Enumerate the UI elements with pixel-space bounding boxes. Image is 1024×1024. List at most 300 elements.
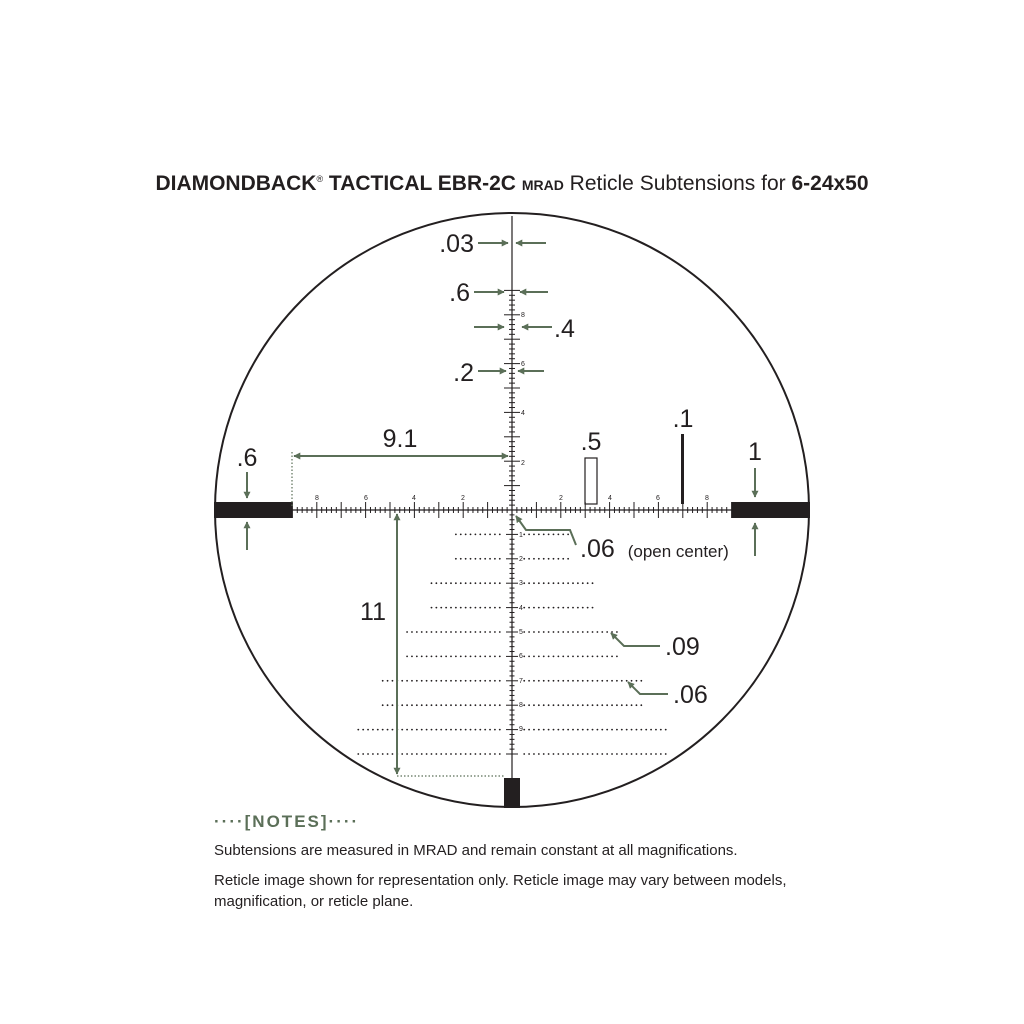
holdover-dot-row-7-right-21 xyxy=(621,680,623,682)
holdover-dot-row-7-left-9 xyxy=(460,680,462,682)
holdover-dot-row-3-left-13 xyxy=(440,582,442,584)
holdover-dot-row-7-right-14 xyxy=(587,680,589,682)
holdover-dot-row-3-right-1 xyxy=(523,582,525,584)
holdover-dot-row-10-left-13 xyxy=(440,753,442,755)
holdover-dot-row-9-left-27 xyxy=(372,729,374,731)
title-desc: Reticle Subtensions for xyxy=(569,172,786,195)
holdover-dot-row-4-left-13 xyxy=(440,607,442,609)
holdover-dot-row-6-right-6 xyxy=(548,656,550,658)
holdover-dot-row-6-left-1 xyxy=(499,656,501,658)
holdover-dot-row-4-right-15 xyxy=(592,607,594,609)
holdover-dot-row-10-right-16 xyxy=(597,753,599,755)
holdover-dot-row-8-left-10 xyxy=(455,704,457,706)
holdover-dot-row-6-right-19 xyxy=(611,656,613,658)
v-label-up-4: 4 xyxy=(521,410,525,417)
holdover-dot-row-5-right-5 xyxy=(543,631,545,633)
holdover-dot-row-9-right-19 xyxy=(611,729,613,731)
holdover-dot-row-2-right-4 xyxy=(538,558,540,560)
title-model: TACTICAL EBR-2C xyxy=(328,172,516,195)
holdover-dot-row-5-right-14 xyxy=(587,631,589,633)
holdover-dot-row-4-right-7 xyxy=(553,607,555,609)
holdover-dot-row-7-right-13 xyxy=(582,680,584,682)
holdover-dot-row-5-right-2 xyxy=(528,631,530,633)
left-post xyxy=(214,502,292,518)
holdover-dot-row-4-left-5 xyxy=(479,607,481,609)
holdover-dot-row-6-right-13 xyxy=(582,656,584,658)
holdover-dot-row-3-right-13 xyxy=(582,582,584,584)
holdover-dot-row-7-left-6 xyxy=(475,680,477,682)
holdover-dot-row-3-right-14 xyxy=(587,582,589,584)
right-post xyxy=(732,502,810,518)
holdover-dot-row-10-left-1 xyxy=(499,753,501,755)
holdover-dot-row-5-right-17 xyxy=(601,631,603,633)
holdover-dot-row-8-left-18 xyxy=(416,704,418,706)
holdover-dot-row-10-left-21 xyxy=(401,753,403,755)
holdover-dot-row-9-left-30 xyxy=(357,729,359,731)
holdover-dot-row-9-left-9 xyxy=(460,729,462,731)
holdover-dot-row-1-right-9 xyxy=(562,534,564,536)
holdover-dot-row-9-right-25 xyxy=(640,729,642,731)
holdover-dot-row-8-right-15 xyxy=(592,704,594,706)
holdover-dot-row-8-left-20 xyxy=(406,704,408,706)
holdover-dot-row-10-left-24 xyxy=(387,753,389,755)
holdover-dot-row-3-left-2 xyxy=(494,582,496,584)
label-open-center-note: (open center) xyxy=(627,542,729,561)
holdover-dot-row-5-left-5 xyxy=(479,631,481,633)
v-label-up-2: 2 xyxy=(521,460,525,467)
holdover-dot-row-9-left-13 xyxy=(440,729,442,731)
holdover-dot-row-2-right-10 xyxy=(567,558,569,560)
holdover-dot-row-2-right-9 xyxy=(562,558,564,560)
holdover-dot-row-10-right-15 xyxy=(592,753,594,755)
holdover-dot-row-9-left-7 xyxy=(470,729,472,731)
holdover-dot-row-2-left-4 xyxy=(484,558,486,560)
holdover-dot-row-3-left-15 xyxy=(431,582,433,584)
holdover-dot-row-5-left-14 xyxy=(435,631,437,633)
holdover-dot-row-7-left-25 xyxy=(382,680,384,682)
holdover-dot-row-9-left-8 xyxy=(465,729,467,731)
holdover-dot-row-10-right-4 xyxy=(538,753,540,755)
holdover-dot-row-7-left-10 xyxy=(455,680,457,682)
holdover-dot-row-9-left-4 xyxy=(484,729,486,731)
holdover-dot-row-10-left-7 xyxy=(470,753,472,755)
holdover-dot-row-2-left-5 xyxy=(479,558,481,560)
holdover-dot-row-7-left-3 xyxy=(489,680,491,682)
label-open-center-value: .06 xyxy=(580,535,615,563)
holdover-dot-row-9-right-4 xyxy=(538,729,540,731)
holdover-dot-row-1-left-7 xyxy=(470,534,472,536)
holdover-dot-row-9-left-2 xyxy=(494,729,496,731)
holdover-dot-row-3-right-7 xyxy=(553,582,555,584)
holdover-dot-row-5-right-11 xyxy=(572,631,574,633)
holdover-dot-row-5-right-12 xyxy=(577,631,579,633)
holdover-dot-row-3-left-7 xyxy=(470,582,472,584)
holdover-dot-row-7-left-7 xyxy=(470,680,472,682)
holdover-dot-row-4-left-2 xyxy=(494,607,496,609)
holdover-dot-row-7-left-5 xyxy=(479,680,481,682)
holdover-dot-row-8-left-8 xyxy=(465,704,467,706)
label-horizontal-extent: 9.1 xyxy=(382,425,418,453)
holdover-dot-row-7-left-23 xyxy=(392,680,394,682)
holdover-dot-row-7-right-10 xyxy=(567,680,569,682)
holdover-dot-row-9-left-24 xyxy=(387,729,389,731)
holdover-dot-row-4-left-12 xyxy=(445,607,447,609)
holdover-dot-row-8-right-14 xyxy=(587,704,589,706)
holdover-dot-row-8-right-17 xyxy=(601,704,603,706)
holdover-dot-row-6-right-7 xyxy=(553,656,555,658)
holdover-dot-row-8-right-22 xyxy=(626,704,628,706)
holdover-dot-row-3-left-3 xyxy=(489,582,491,584)
holdover-dot-row-8-left-21 xyxy=(401,704,403,706)
holdover-dot-row-4-left-8 xyxy=(465,607,467,609)
holdover-dot-row-9-left-18 xyxy=(416,729,418,731)
holdover-dot-row-9-left-1 xyxy=(499,729,501,731)
holdover-dot-row-5-right-16 xyxy=(597,631,599,633)
holdover-dot-row-6-right-14 xyxy=(587,656,589,658)
holdover-dot-row-9-right-9 xyxy=(562,729,564,731)
holdover-dot-row-5-left-15 xyxy=(431,631,433,633)
holdover-dot-row-9-right-16 xyxy=(597,729,599,731)
holdover-dot-row-5-right-4 xyxy=(538,631,540,633)
holdover-dot-row-9-left-29 xyxy=(362,729,364,731)
holdover-dot-row-3-right-15 xyxy=(592,582,594,584)
label-dot-small: .06 xyxy=(673,681,708,709)
holdover-dot-row-6-left-5 xyxy=(479,656,481,658)
holdover-dot-row-1-right-2 xyxy=(528,534,530,536)
holdover-dot-row-10-left-16 xyxy=(426,753,428,755)
holdover-dot-row-5-left-7 xyxy=(470,631,472,633)
holdover-dot-row-10-right-24 xyxy=(636,753,638,755)
holdover-dot-row-10-right-6 xyxy=(548,753,550,755)
holdover-dot-row-4-left-1 xyxy=(499,607,501,609)
holdover-dot-row-8-left-17 xyxy=(421,704,423,706)
tenth-mrad-line xyxy=(681,434,684,504)
holdover-dot-row-10-left-15 xyxy=(431,753,433,755)
holdover-dot-row-7-right-11 xyxy=(572,680,574,682)
holdover-dot-row-4-right-9 xyxy=(562,607,564,609)
holdover-dot-row-2-right-8 xyxy=(557,558,559,560)
h-label-right-8: 8 xyxy=(705,495,709,502)
holdover-dot-row-10-right-8 xyxy=(557,753,559,755)
holdover-dot-row-10-right-19 xyxy=(611,753,613,755)
holdover-dot-row-8-right-18 xyxy=(606,704,608,706)
holdover-dot-row-2-right-6 xyxy=(548,558,550,560)
holdover-dot-row-2-right-3 xyxy=(533,558,535,560)
holdover-dot-row-10-right-10 xyxy=(567,753,569,755)
holdover-dot-row-10-left-26 xyxy=(377,753,379,755)
v-label-down-7: 7 xyxy=(519,678,523,685)
label-vertical-extent: 11 xyxy=(360,598,386,626)
holdover-dot-row-4-right-10 xyxy=(567,607,569,609)
holdover-dot-row-3-right-6 xyxy=(548,582,550,584)
holdover-dot-row-9-right-23 xyxy=(631,729,633,731)
holdover-dot-row-10-left-8 xyxy=(465,753,467,755)
holdover-dot-row-8-right-21 xyxy=(621,704,623,706)
holdover-dot-row-10-left-27 xyxy=(372,753,374,755)
holdover-dot-row-10-left-11 xyxy=(450,753,452,755)
holdover-dot-row-5-right-1 xyxy=(523,631,525,633)
holdover-dot-row-8-right-5 xyxy=(543,704,545,706)
holdover-dot-row-7-left-11 xyxy=(450,680,452,682)
holdover-dot-row-2-right-2 xyxy=(528,558,530,560)
holdover-dot-row-6-right-10 xyxy=(567,656,569,658)
holdover-dot-row-6-left-10 xyxy=(455,656,457,658)
holdover-dot-row-3-right-10 xyxy=(567,582,569,584)
holdover-dot-row-8-left-16 xyxy=(426,704,428,706)
holdover-dot-row-8-right-1 xyxy=(523,704,525,706)
holdover-dot-row-10-right-11 xyxy=(572,753,574,755)
holdover-dot-row-10-right-1 xyxy=(523,753,525,755)
holdover-dot-row-6-left-17 xyxy=(421,656,423,658)
v-label-down-4: 4 xyxy=(519,605,523,612)
holdover-dot-row-7-left-13 xyxy=(440,680,442,682)
holdover-dot-row-6-right-15 xyxy=(592,656,594,658)
holdover-dot-row-5-left-8 xyxy=(465,631,467,633)
holdover-dot-row-7-right-22 xyxy=(626,680,628,682)
holdover-dot-row-5-right-3 xyxy=(533,631,535,633)
holdover-dot-row-4-left-14 xyxy=(435,607,437,609)
label-line-width: .03 xyxy=(439,230,474,258)
holdover-dot-row-9-right-14 xyxy=(587,729,589,731)
holdover-dot-row-3-left-11 xyxy=(450,582,452,584)
holdover-dot-row-6-left-20 xyxy=(406,656,408,658)
label-post-left: .6 xyxy=(236,444,258,472)
holdover-dot-row-8-right-13 xyxy=(582,704,584,706)
holdover-dot-row-7-left-20 xyxy=(406,680,408,682)
holdover-dot-row-10-right-3 xyxy=(533,753,535,755)
holdover-dot-row-8-right-12 xyxy=(577,704,579,706)
holdover-dot-row-8-right-9 xyxy=(562,704,564,706)
h-label-right-4: 4 xyxy=(608,495,612,502)
holdover-dot-row-3-left-12 xyxy=(445,582,447,584)
holdover-dot-row-8-left-15 xyxy=(431,704,433,706)
holdover-dot-row-4-right-11 xyxy=(572,607,574,609)
holdover-dot-row-9-right-26 xyxy=(645,729,647,731)
holdover-dot-row-10-left-6 xyxy=(475,753,477,755)
holdover-dot-row-10-left-10 xyxy=(455,753,457,755)
holdover-dot-row-9-right-6 xyxy=(548,729,550,731)
holdover-dot-row-10-right-22 xyxy=(626,753,628,755)
holdover-dot-row-9-right-27 xyxy=(650,729,652,731)
holdover-dot-row-2-left-8 xyxy=(465,558,467,560)
holdover-dot-row-1-right-3 xyxy=(533,534,535,536)
holdover-dot-row-8-left-7 xyxy=(470,704,472,706)
holdover-dot-row-7-right-2 xyxy=(528,680,530,682)
label-open-center xyxy=(580,535,729,563)
holdover-dot-row-10-right-9 xyxy=(562,753,564,755)
holdover-dot-row-9-right-7 xyxy=(553,729,555,731)
holdover-dot-row-5-right-8 xyxy=(557,631,559,633)
holdover-dot-row-5-left-6 xyxy=(475,631,477,633)
v-label-down-3: 3 xyxy=(519,580,523,587)
holdover-dot-row-3-right-12 xyxy=(577,582,579,584)
holdover-dot-row-9-right-20 xyxy=(616,729,618,731)
v-label-down-6: 6 xyxy=(519,653,523,660)
holdover-dot-row-9-right-8 xyxy=(557,729,559,731)
holdover-dot-row-5-right-6 xyxy=(548,631,550,633)
holdover-dot-row-5-left-11 xyxy=(450,631,452,633)
holdover-dot-row-6-right-20 xyxy=(616,656,618,658)
holdover-dot-row-10-left-3 xyxy=(489,753,491,755)
holdover-dot-row-5-left-13 xyxy=(440,631,442,633)
holdover-dot-row-1-right-8 xyxy=(557,534,559,536)
holdover-dot-row-9-right-13 xyxy=(582,729,584,731)
holdover-dot-row-1-right-1 xyxy=(523,534,525,536)
holdover-dot-row-8-left-11 xyxy=(450,704,452,706)
holdover-dot-row-10-right-23 xyxy=(631,753,633,755)
holdover-dot-row-8-left-2 xyxy=(494,704,496,706)
holdover-dot-row-10-left-20 xyxy=(406,753,408,755)
holdover-dot-row-3-right-5 xyxy=(543,582,545,584)
label-dot-large: .09 xyxy=(665,633,700,661)
holdover-dot-row-4-right-2 xyxy=(528,607,530,609)
holdover-dot-row-7-right-8 xyxy=(557,680,559,682)
h-label-left-8: 8 xyxy=(315,495,319,502)
holdover-dot-row-8-left-9 xyxy=(460,704,462,706)
holdover-dot-row-2-left-7 xyxy=(470,558,472,560)
holdover-dot-row-3-left-10 xyxy=(455,582,457,584)
notes-heading: ····[NOTES]···· xyxy=(214,812,360,831)
holdover-dot-row-1-right-7 xyxy=(553,534,555,536)
holdover-dot-row-4-right-12 xyxy=(577,607,579,609)
holdover-dot-row-1-left-6 xyxy=(475,534,477,536)
holdover-dot-row-1-left-10 xyxy=(455,534,457,536)
holdover-dot-row-1-left-3 xyxy=(489,534,491,536)
holdover-dot-row-10-left-12 xyxy=(445,753,447,755)
holdover-dot-row-7-right-4 xyxy=(538,680,540,682)
holdover-dot-row-3-left-5 xyxy=(479,582,481,584)
holdover-dot-row-3-left-9 xyxy=(460,582,462,584)
holdover-dot-row-1-right-5 xyxy=(543,534,545,536)
holdover-dot-row-9-right-2 xyxy=(528,729,530,731)
holdover-dot-row-6-right-9 xyxy=(562,656,564,658)
holdover-dot-row-7-right-16 xyxy=(597,680,599,682)
holdover-dot-row-2-left-1 xyxy=(499,558,501,560)
holdover-dot-row-7-right-9 xyxy=(562,680,564,682)
holdover-dot-row-9-left-3 xyxy=(489,729,491,731)
holdover-dot-row-3-right-9 xyxy=(562,582,564,584)
holdover-dot-row-7-right-23 xyxy=(631,680,633,682)
holdover-dot-row-10-left-5 xyxy=(479,753,481,755)
holdover-dot-row-5-left-19 xyxy=(411,631,413,633)
title-reg-mark: ® xyxy=(316,174,324,184)
holdover-dot-row-10-right-20 xyxy=(616,753,618,755)
holdover-dot-row-5-right-15 xyxy=(592,631,594,633)
holdover-dot-row-7-left-16 xyxy=(426,680,428,682)
h-label-left-6: 6 xyxy=(364,495,368,502)
holdover-dot-row-6-right-2 xyxy=(528,656,530,658)
holdover-dot-row-6-left-3 xyxy=(489,656,491,658)
holdover-dot-row-2-left-10 xyxy=(455,558,457,560)
bottom-post xyxy=(504,778,520,808)
holdover-dot-row-6-left-18 xyxy=(416,656,418,658)
label-hash-mid: .4 xyxy=(554,315,575,343)
holdover-dot-row-8-left-5 xyxy=(479,704,481,706)
holdover-dot-row-4-right-6 xyxy=(548,607,550,609)
holdover-dot-row-2-right-1 xyxy=(523,558,525,560)
holdover-dot-row-6-left-2 xyxy=(494,656,496,658)
holdover-dot-row-9-left-17 xyxy=(421,729,423,731)
holdover-dot-row-9-right-24 xyxy=(636,729,638,731)
holdover-dot-row-5-left-4 xyxy=(484,631,486,633)
holdover-dot-row-8-left-14 xyxy=(435,704,437,706)
holdover-dot-row-4-left-7 xyxy=(470,607,472,609)
holdover-dot-row-1-right-10 xyxy=(567,534,569,536)
holdover-dot-row-4-left-4 xyxy=(484,607,486,609)
holdover-dot-row-10-right-26 xyxy=(645,753,647,755)
holdover-dot-row-7-left-4 xyxy=(484,680,486,682)
title-config: 6-24x50 xyxy=(791,172,869,195)
holdover-dot-row-3-right-2 xyxy=(528,582,530,584)
holdover-dot-row-7-right-5 xyxy=(543,680,545,682)
holdover-dot-row-10-right-27 xyxy=(650,753,652,755)
holdover-dot-row-8-right-8 xyxy=(557,704,559,706)
holdover-dot-row-7-right-19 xyxy=(611,680,613,682)
holdover-dot-row-9-left-25 xyxy=(382,729,384,731)
holdover-dot-row-8-right-23 xyxy=(631,704,633,706)
holdover-dot-row-8-right-16 xyxy=(597,704,599,706)
holdover-dot-row-8-left-25 xyxy=(382,704,384,706)
holdover-dot-row-8-left-12 xyxy=(445,704,447,706)
holdover-dot-row-8-right-4 xyxy=(538,704,540,706)
holdover-dot-row-10-left-28 xyxy=(367,753,369,755)
holdover-dot-row-5-left-16 xyxy=(426,631,428,633)
holdover-dot-row-7-right-15 xyxy=(592,680,594,682)
holdover-dot-row-3-left-1 xyxy=(499,582,501,584)
h-label-left-4: 4 xyxy=(412,495,416,502)
holdover-dot-row-5-left-2 xyxy=(494,631,496,633)
holdover-dot-row-6-left-16 xyxy=(426,656,428,658)
holdover-dot-row-2-left-6 xyxy=(475,558,477,560)
notes-section xyxy=(214,812,834,921)
holdover-dot-row-10-left-9 xyxy=(460,753,462,755)
holdover-dot-row-9-left-10 xyxy=(455,729,457,731)
holdover-dot-row-6-right-5 xyxy=(543,656,545,658)
holdover-dot-row-6-left-12 xyxy=(445,656,447,658)
holdover-dot-row-10-left-2 xyxy=(494,753,496,755)
holdover-dot-row-9-right-30 xyxy=(665,729,667,731)
arrow-dot-large xyxy=(611,633,660,646)
holdover-dot-row-9-right-17 xyxy=(601,729,603,731)
holdover-dot-row-4-right-3 xyxy=(533,607,535,609)
holdover-dot-row-9-left-16 xyxy=(426,729,428,731)
holdover-dot-row-7-left-12 xyxy=(445,680,447,682)
holdover-dot-row-6-right-11 xyxy=(572,656,574,658)
holdover-dot-row-6-right-3 xyxy=(533,656,535,658)
holdover-dot-row-8-left-4 xyxy=(484,704,486,706)
label-tenth-line: .1 xyxy=(672,405,694,433)
holdover-dot-row-6-left-4 xyxy=(484,656,486,658)
holdover-dot-row-6-left-8 xyxy=(465,656,467,658)
holdover-dot-row-9-left-28 xyxy=(367,729,369,731)
holdover-dot-row-9-right-22 xyxy=(626,729,628,731)
holdover-dot-row-8-right-19 xyxy=(611,704,613,706)
holdover-dot-row-4-left-15 xyxy=(431,607,433,609)
holdover-dot-row-7-right-1 xyxy=(523,680,525,682)
holdover-dot-row-5-right-13 xyxy=(582,631,584,633)
holdover-dot-row-10-left-25 xyxy=(382,753,384,755)
holdover-dot-row-10-right-18 xyxy=(606,753,608,755)
holdover-dot-row-6-left-9 xyxy=(460,656,462,658)
holdover-dot-row-6-right-8 xyxy=(557,656,559,658)
holdover-dot-row-7-right-7 xyxy=(553,680,555,682)
holdover-dot-row-2-left-9 xyxy=(460,558,462,560)
holdover-dot-row-10-left-23 xyxy=(392,753,394,755)
holdover-dot-row-1-left-1 xyxy=(499,534,501,536)
holdover-dot-row-8-left-19 xyxy=(411,704,413,706)
holdover-dot-row-4-left-10 xyxy=(455,607,457,609)
holdover-dot-row-3-left-4 xyxy=(484,582,486,584)
